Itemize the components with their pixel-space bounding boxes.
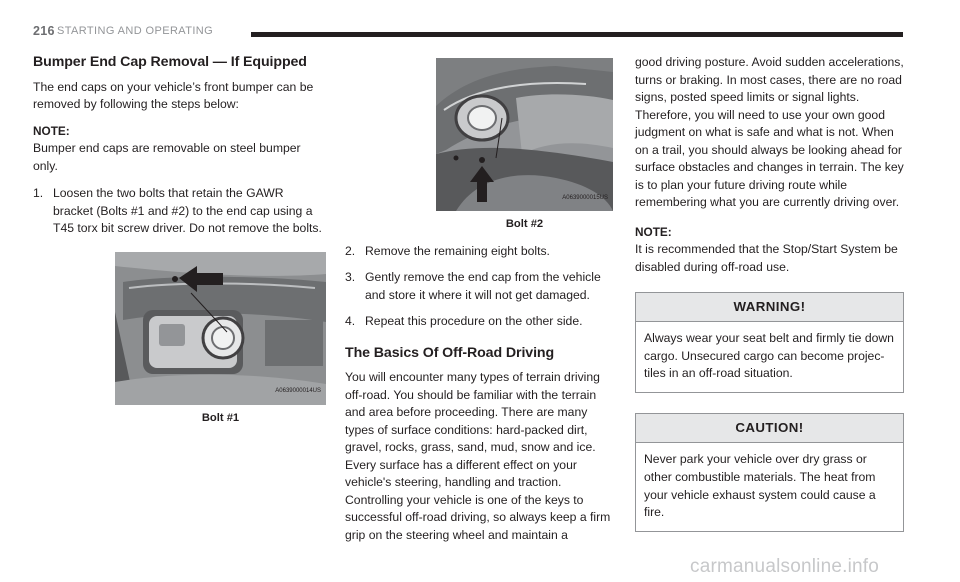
column-right	[635, 54, 905, 532]
section-heading-off-road-basics: The Basics Of Off-Road Driving	[345, 344, 555, 361]
step-3	[345, 269, 613, 304]
figure-code: A0639000015US	[562, 194, 608, 201]
page-number: 216	[33, 24, 55, 38]
figure-bolt-2	[436, 58, 613, 211]
off-road-paragraph: You will encounter many types of terrain driving off-road. You should be familiar with the terrain and area before proceeding. There are many types of surface conditions: hard-packed dirt, gravel, rocks, grass, sand, mud, snow and ice. Every surface has a different effect on your vehicle's steering, handling and traction. Controlling your vehicle is one of the keys to successful off-road driving, so always keep a firm grip on the steering wheel and maintain a	[345, 370, 611, 542]
step-number: 1.	[33, 186, 44, 200]
warning-box	[635, 292, 904, 393]
column-middle	[345, 58, 613, 553]
step-number: 3.	[345, 270, 356, 284]
note-label: NOTE:	[33, 123, 70, 138]
column-left	[33, 54, 325, 436]
bumper-illustration-2	[436, 58, 613, 211]
warning-title: WARNING!	[636, 293, 903, 322]
watermark-text: carmanualsonline.info	[690, 556, 880, 577]
step-text: Remove the remaining eight bolts.	[365, 243, 550, 258]
figure-caption-bolt-1: Bolt #1	[201, 411, 240, 424]
step-1	[33, 185, 325, 238]
note-label: NOTE:	[635, 224, 672, 239]
caution-title: CAUTION!	[636, 414, 903, 443]
step-text: Repeat this procedure on the other side.	[365, 314, 583, 328]
step-text: Loosen the two bolts that retain the GAWR bracket (Bolts #1 and #2) to the end cap using a T45 torx bit screw driver. Do not remove the bolts.	[53, 186, 322, 235]
bumper-illustration-1	[115, 252, 326, 405]
caution-box	[635, 413, 904, 532]
header-rule	[251, 32, 903, 37]
intro-paragraph: The end caps on your vehicle’s front bumper can be removed by following the steps below:	[33, 79, 314, 111]
section-heading-bumper-end-cap: Bumper End Cap Removal — If Equipped	[33, 54, 307, 70]
section-title: STARTING AND OPERATING	[57, 25, 214, 37]
step-text: Gently remove the end cap from the vehicle and store it where it will not get damaged.	[365, 270, 601, 302]
step-number: 2.	[345, 243, 356, 258]
figure-bolt-1	[115, 252, 326, 405]
off-road-paragraph-continued: good driving posture. Avoid sudden accelerations, turns or braking. In most cases, there are no road signs, posted speed limits or signal lights. Therefore, you will need to use your own good judgment on what is safe and what is not. When on a trail, you should always be looking ahead for surface obstacles and changes in terrain. The key is to plan your future driving route while remembering what you are currently driving over.	[635, 55, 904, 209]
note-text: It is recommended that the Stop/Start System be disabled during off-road use.	[635, 242, 898, 274]
page-header	[33, 24, 903, 44]
step-4	[345, 313, 613, 331]
caution-text: Never park your vehicle over dry grass or other combustible materials. The heat from your vehicle exhaust system could cause a fire.	[644, 452, 876, 520]
figure-code: A0639000014US	[275, 388, 321, 394]
step-number: 4.	[345, 314, 356, 328]
warning-text: Always wear your seat belt and firmly tie down cargo. Unsecured cargo can become projec-tiles in an off-road situation.	[644, 331, 894, 381]
figure-caption-bolt-2: Bolt #2	[505, 218, 544, 230]
step-2	[345, 243, 613, 261]
note-text: Bumper end caps are removable on steel bumper only.	[33, 141, 301, 173]
